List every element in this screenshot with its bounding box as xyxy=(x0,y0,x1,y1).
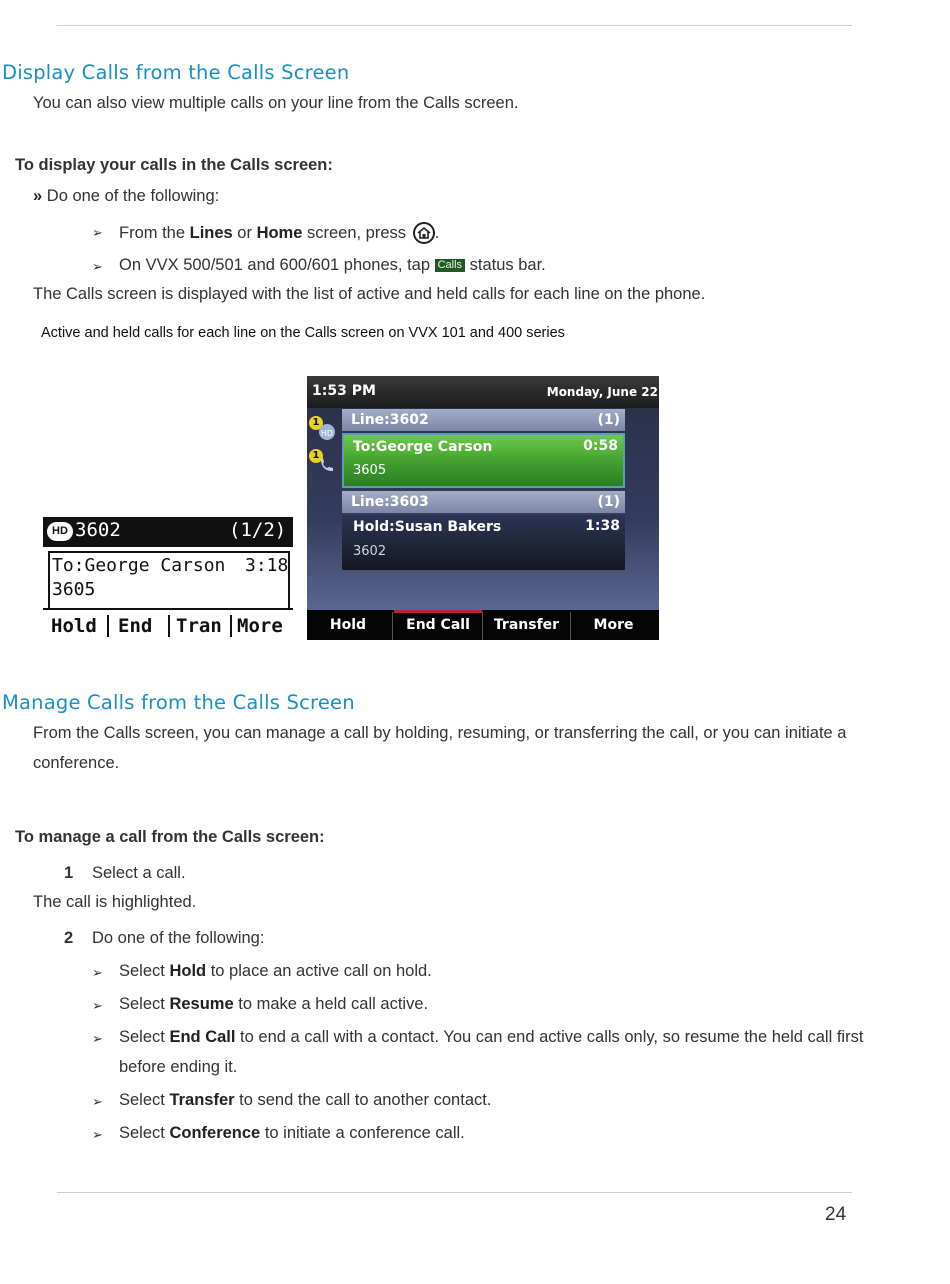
bullet-text: to initiate a conference call. xyxy=(260,1124,465,1142)
call-item-george-carson[interactable] xyxy=(342,433,625,488)
softkey-hold[interactable]: Hold xyxy=(51,615,97,637)
section-intro: You can also view multiple calls on your line from the Calls screen. xyxy=(33,94,519,112)
bullet-bold: Hold xyxy=(169,962,207,980)
softkey-end[interactable]: End xyxy=(118,615,153,637)
call-name: To:George Carson xyxy=(52,555,226,576)
call-name: To:George Carson xyxy=(353,439,493,455)
call-duration: 3:18 xyxy=(245,555,289,576)
bullet-item xyxy=(119,962,432,981)
vvx400-screen xyxy=(307,376,659,640)
line-count: (1) xyxy=(597,412,620,428)
line-badge: 1 xyxy=(309,416,323,430)
bullet-bold: Lines xyxy=(189,224,233,242)
vvx400-softkeys xyxy=(307,610,659,640)
softkey-divider xyxy=(230,615,232,637)
bullet-text: Select xyxy=(119,1028,170,1046)
softkey-hold[interactable]: Hold xyxy=(329,617,367,633)
bullet-text: status bar. xyxy=(465,256,546,274)
step-line xyxy=(33,187,219,206)
softkey-divider xyxy=(392,612,393,640)
status-time: 1:53 PM xyxy=(312,383,376,399)
line-header-3602[interactable] xyxy=(342,409,625,431)
line-1-key[interactable] xyxy=(309,416,337,442)
step-result: The call is highlighted. xyxy=(33,893,197,911)
call-number: 3602 xyxy=(353,544,387,559)
bullet-text: On VVX 500/501 and 600/601 phones, tap xyxy=(119,256,435,274)
bullet-text: screen, press xyxy=(302,224,407,242)
bullet-glyph: ➢ xyxy=(92,965,103,980)
line-label: Line:3603 xyxy=(351,494,429,510)
bullet-bold: Conference xyxy=(169,1124,261,1142)
step-text: Do one of the following: xyxy=(92,929,265,947)
bullet-text: . xyxy=(434,224,440,242)
section-intro: From the Calls screen, you can manage a call by holding, resuming, or transferring the call, or you can initiate a conference. xyxy=(33,724,847,772)
call-number: 3605 xyxy=(52,579,96,600)
bullet-glyph: ➢ xyxy=(92,259,103,274)
call-duration: 1:38 xyxy=(585,518,620,534)
procedure-title: To manage a call from the Calls screen: xyxy=(15,828,325,846)
calls-status-badge: Calls xyxy=(435,259,465,272)
section-heading-display-calls: Display Calls from the Calls Screen xyxy=(2,61,350,84)
line-label: Line:3602 xyxy=(351,412,429,428)
bullet-glyph: ➢ xyxy=(92,1094,103,1109)
result-text: The Calls screen is displayed with the list of active and held calls for each line on the phone. xyxy=(33,285,706,303)
footer-rule xyxy=(57,1192,852,1193)
bullet-item xyxy=(119,1124,465,1143)
procedure-title: To display your calls in the Calls screen: xyxy=(15,156,333,174)
softkey-end-call[interactable]: End Call xyxy=(394,610,482,640)
bullet-item xyxy=(119,1091,491,1110)
figure-caption: Active and held calls for each line on the Calls screen on VVX 101 and 400 series xyxy=(41,325,565,341)
bullet-item xyxy=(119,222,439,244)
line-badge: 1 xyxy=(309,449,323,463)
bullet-text: Select xyxy=(119,1091,170,1109)
softkey-transfer[interactable]: Transfer xyxy=(493,617,560,633)
call-count: (1/2) xyxy=(229,519,287,541)
vvx101-line-bar xyxy=(43,517,293,547)
step-text: Do one of the following: xyxy=(46,187,220,205)
bullet-text: or xyxy=(232,224,257,242)
call-number: 3605 xyxy=(353,463,387,478)
line-count: (1) xyxy=(597,494,620,510)
vvx101-call-item[interactable] xyxy=(48,551,290,610)
bullet-glyph: ➢ xyxy=(92,225,103,240)
step-number: 2 xyxy=(64,929,74,947)
softkey-more[interactable]: More xyxy=(593,617,634,633)
header-rule xyxy=(57,25,852,26)
bullet-bold: End Call xyxy=(169,1028,236,1046)
bullet-text: to end a call with a contact. You can end active calls only, so resume the held call first before ending it. xyxy=(119,1028,864,1076)
bullet-bold: Resume xyxy=(169,995,234,1013)
vvx101-softkeys xyxy=(43,613,293,640)
softkey-more[interactable]: More xyxy=(237,615,283,637)
bullet-bold: Transfer xyxy=(169,1091,235,1109)
section-heading-manage-calls: Manage Calls from the Calls Screen xyxy=(2,691,355,714)
bullet-text: Select xyxy=(119,995,170,1013)
bullet-text: to make a held call active. xyxy=(233,995,429,1013)
step-number: 1 xyxy=(64,864,74,882)
bullet-item xyxy=(119,1022,909,1082)
line-2-key[interactable] xyxy=(309,449,337,475)
vvx101-screen xyxy=(43,517,293,641)
line-header-3603[interactable] xyxy=(342,491,625,513)
svg-text:HD: HD xyxy=(320,429,334,438)
call-item-susan-bakers[interactable] xyxy=(342,515,625,573)
bullet-glyph: ➢ xyxy=(92,1127,103,1142)
bullet-text: Select xyxy=(119,1124,170,1142)
line-hd-icon xyxy=(317,422,337,442)
bullet-glyph: ➢ xyxy=(92,1031,103,1046)
call-name: Hold:Susan Bakers xyxy=(353,519,502,535)
bullet-text: Select xyxy=(119,962,170,980)
bullet-item xyxy=(119,995,428,1014)
softkey-divider xyxy=(107,615,109,637)
hd-icon: HD xyxy=(47,522,73,541)
status-bar xyxy=(307,376,659,408)
status-date: Monday, June 22 xyxy=(546,385,658,399)
phone-handset-icon xyxy=(317,455,337,475)
home-icon xyxy=(413,222,435,244)
softkey-divider xyxy=(168,615,170,637)
bullet-bold: Home xyxy=(256,224,303,242)
bullet-text: to place an active call on hold. xyxy=(206,962,432,980)
line-number: 3602 xyxy=(75,519,121,541)
bullet-item xyxy=(119,256,546,275)
page-number: 24 xyxy=(825,1204,847,1225)
softkey-transfer[interactable]: Tran xyxy=(176,615,222,637)
bullet-glyph: ➢ xyxy=(92,998,103,1013)
bullet-text: From the xyxy=(119,224,190,242)
divider xyxy=(43,608,293,610)
bullet-text: to send the call to another contact. xyxy=(234,1091,492,1109)
step-text: Select a call. xyxy=(92,864,186,882)
step-marker: » xyxy=(33,187,43,205)
call-duration: 0:58 xyxy=(583,438,618,454)
